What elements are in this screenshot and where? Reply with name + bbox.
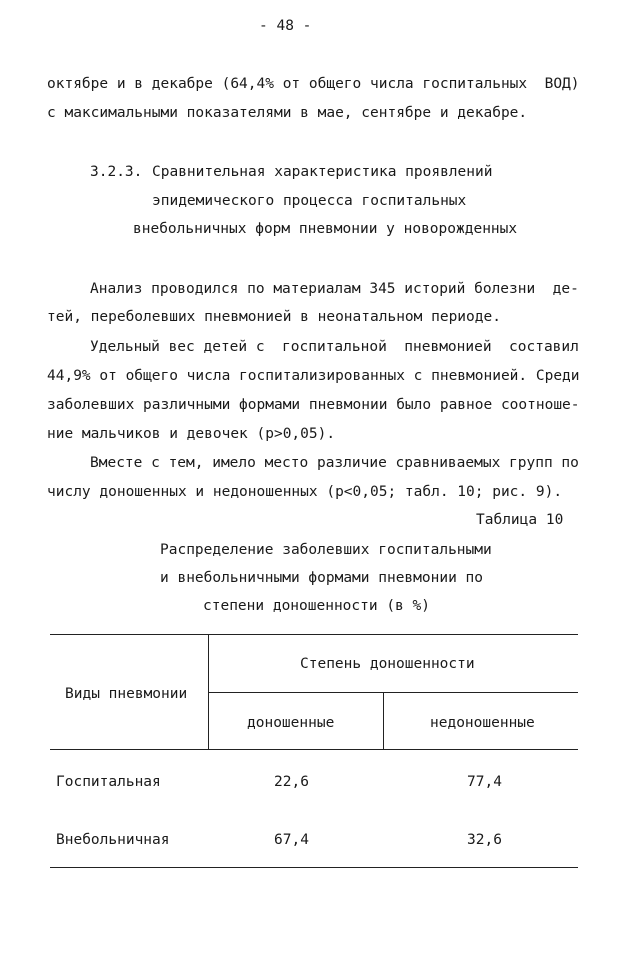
table-group-rule [208,692,578,693]
section-number: 3.2.3. [90,164,143,180]
section-title-line: эпидемического процесса госпитальных [152,193,467,209]
text-line: Анализ проводился по материалам 345 историй болезни де- [90,281,579,297]
table-cell-full-term: 67,4 [274,832,309,848]
table-cell-type: Госпитальная [56,774,161,790]
table-cell-type: Внебольничная [56,832,170,848]
table-cell-full-term: 22,6 [274,774,309,790]
table-cell-premature: 77,4 [467,774,502,790]
page-number: - 48 - [259,18,312,34]
text-line: тей, переболевших пневмонией в неонатальном периоде. [47,309,501,325]
text-line: числу доношенных и недоношенных (р<0,05; табл. 10; рис. 9). [47,484,563,500]
table-header-rule [50,749,578,750]
text-line: Удельный вес детей с госпитальной пневмонией составил [90,339,579,355]
text-line: Вместе с тем, имело место различие сравниваемых групп по [90,455,579,471]
table-row-header: Виды пневмонии [65,686,188,702]
table-caption-line: и внебольничными формами пневмонии по [160,570,484,586]
table-label: Таблица 10 [476,512,564,528]
text-line: 44,9% от общего числа госпитализированных с пневмонией. Среди [47,368,580,384]
table-cell-premature: 32,6 [467,832,502,848]
text-line: с максимальными показателями в мае, сентябре и декабре. [47,105,528,121]
table-subheader-divider [383,692,384,750]
table-top-rule [50,634,578,635]
section-title-line: Сравнительная характеристика проявлений [152,164,493,180]
table-caption-line: Распределение заболевших госпитальными [160,542,492,558]
table-col-header-full-term: доношенные [247,715,335,731]
section-title-line: внебольничных форм пневмонии у новорожденных [133,221,518,237]
text-line: заболевших различными формами пневмонии было равное соотноше- [47,397,580,413]
text-line: ние мальчиков и девочек (р>0,05). [47,426,336,442]
table-caption-line: степени доношенности (в %) [203,598,430,614]
table-col-header-premature: недоношенные [430,715,535,731]
text-line: октябре и в декабре (64,4% от общего числа госпитальных ВОД) [47,76,580,92]
table-group-header: Степень доношенности [300,656,475,672]
table-bottom-rule [50,867,578,868]
